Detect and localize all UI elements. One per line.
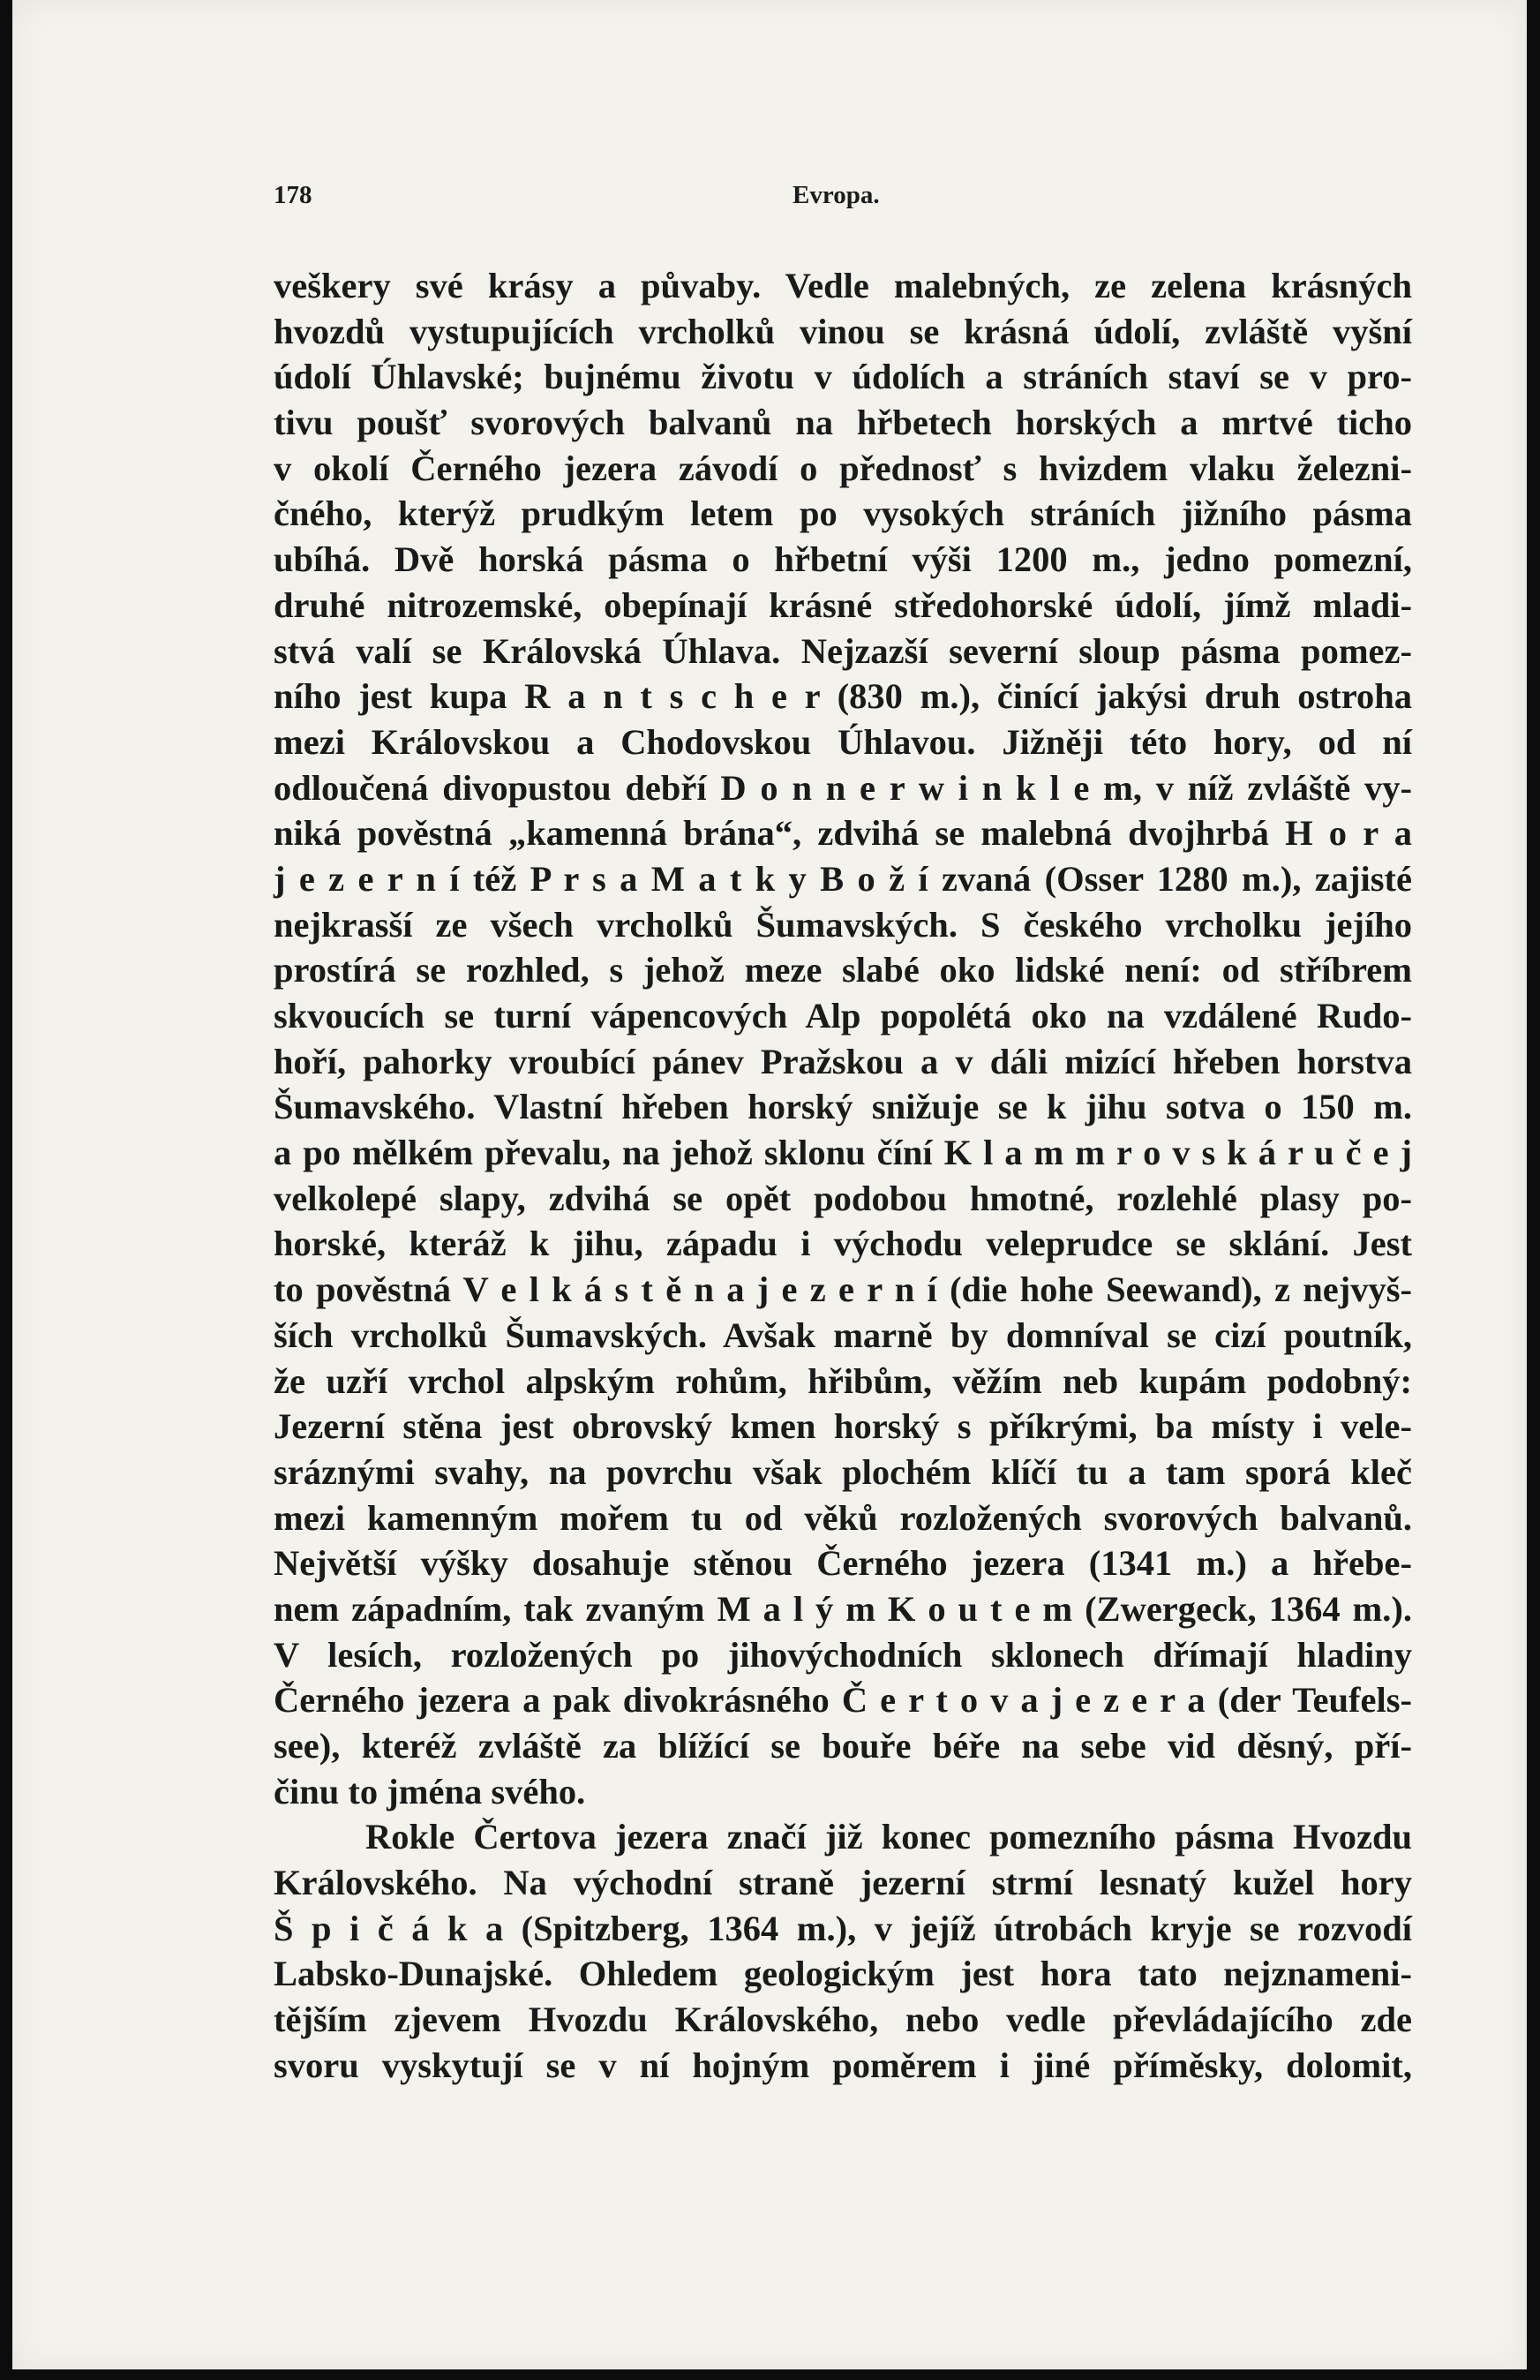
text-line: čného, kterýž prudkým letem po vysokých stráních jižního pásma (274, 493, 1412, 534)
text-line: j e z e r n í též P r s a M a t k y B o ž í zvaná (Osser 1280 m.), zajisté (274, 858, 1412, 899)
text-line: sráznými svahy, na povrchu však plochém klíčí tu a tam sporá kleč (274, 1451, 1412, 1492)
page-number: 178 (274, 181, 312, 209)
text-line: činu to jména svého. (274, 1771, 586, 1811)
text-line: nem západním, tak zvaným M a l ý m K o u t e m (Zwergeck, 1364 m.). (274, 1588, 1412, 1629)
text-line: a po mělkém převalu, na jehož sklonu číní K l a m m r o v s k á r u č e j (274, 1133, 1412, 1173)
text-line: tějším zjevem Hvozdu Královského, nebo vedle převládajícího zde (274, 2000, 1412, 2040)
text-line: ších vrcholků Šumavských. Avšak marně by domníval se cizí poutník, (274, 1314, 1412, 1355)
text-line: údolí Úhlavské; bujnému životu v údolích a stráních staví se v pro- (274, 357, 1412, 397)
text-line: Černého jezera a pak divokrásného Č e r t o v a j e z e r a (der Teufels- (274, 1680, 1412, 1721)
text-line: to pověstná V e l k á s t ě n a j e z e r n í (die hohe Seewand), z nejvyš- (274, 1269, 1412, 1310)
text-line: mezi kamenným mořem tu od věků rozložených svorových balvanů. (274, 1497, 1412, 1538)
text-line: že uzří vrchol alpským rohům, hřibům, věžím neb kupám podobný: (274, 1360, 1412, 1401)
text-line: hvozdů vystupujících vrcholků vinou se krásná údolí, zvláště vyšní (274, 311, 1412, 351)
text-line: skvoucích se turní vápencových Alp popolétá oko na vzdálené Rudo- (274, 996, 1412, 1036)
text-line: Největší výšky dosahuje stěnou Černého jezera (1341 m.) a hřebe- (274, 1543, 1412, 1584)
text-line: svoru vyskytují se v ní hojným poměrem i jiné příměsky, dolomit, (274, 2045, 1412, 2085)
text-line: v okolí Černého jezera závodí o přednosť s hvizdem vlaku železni- (274, 448, 1412, 488)
text-line: ního jest kupa R a n t s c h e r (830 m.), činící jakýsi druh ostroha (274, 676, 1412, 717)
text-line: Jezerní stěna jest obrovský kmen horský s příkrými, ba místy i vele- (274, 1406, 1412, 1447)
text-line: Labsko-Dunajské. Ohledem geologickým jest hora tato nejznameni- (274, 1954, 1412, 1994)
text-line: hoří, pahorky vroubící pánev Pražskou a v dáli mizící hřeben horstva (274, 1041, 1412, 1081)
text-line: tivu poušť svorových balvanů na hřbetech horských a mrtvé ticho (274, 403, 1412, 443)
text-line: nejkrasší ze všech vrcholků Šumavských. S českého vrcholku jejího (274, 904, 1412, 945)
text-line: stvá valí se Královská Úhlava. Nejzazší severní sloup pásma pomez- (274, 630, 1412, 671)
text-line: odloučená divopustou debří D o n n e r w i n k l e m, v níž zvláště vy- (274, 767, 1412, 808)
text-line: niká pověstná „kamenná brána“, zdvihá se malebná dvojhrbá H o r a (274, 813, 1412, 854)
text-line: druhé nitrozemské, obepínají krásné středohorské údolí, jímž mladi- (274, 584, 1412, 625)
text-line: prostírá se rozhled, s jehož meze slabé oko lidské není: od stříbrem (274, 950, 1412, 990)
text-line: horské, kteráž k jihu, západu i východu veleprudce se sklání. Jest (274, 1224, 1412, 1264)
text-line: V lesích, rozložených po jihovýchodních sklonech dřímají hladiny (274, 1634, 1412, 1675)
body-text (274, 263, 1412, 2089)
text-line: ubíhá. Dvě horská pásma o hřbetní výši 1200 m., jedno pomezní, (274, 539, 1412, 580)
running-title: Evropa. (793, 181, 880, 209)
text-line: Rokle Čertova jezera značí již konec pomezního pásma Hvozdu (365, 1817, 1412, 1857)
text-line: Královského. Na východní straně jezerní strmí lesnatý kužel hory (274, 1863, 1412, 1903)
text-line: mezi Královskou a Chodovskou Úhlavou. Jižněji této hory, od ní (274, 721, 1412, 762)
text-line: Š p i č á k a (Spitzberg, 1364 m.), v jejíž útrobách kryje se rozvodí (274, 1908, 1412, 1948)
text-line: Šumavského. Vlastní hřeben horský snižuje se k jihu sotva o 150 m. (274, 1087, 1412, 1127)
text-line: see), kteréž zvláště za blížící se bouře béře na sebe vid děsný, pří- (274, 1726, 1412, 1766)
text-line: velkolepé slapy, zdvihá se opět podobou hmotné, rozlehlé plasy po- (274, 1178, 1412, 1218)
page-header (274, 181, 1409, 216)
text-line: veškery své krásy a půvaby. Vedle malebných, ze zelena krásných (274, 266, 1412, 305)
book-page (12, 0, 1527, 2369)
